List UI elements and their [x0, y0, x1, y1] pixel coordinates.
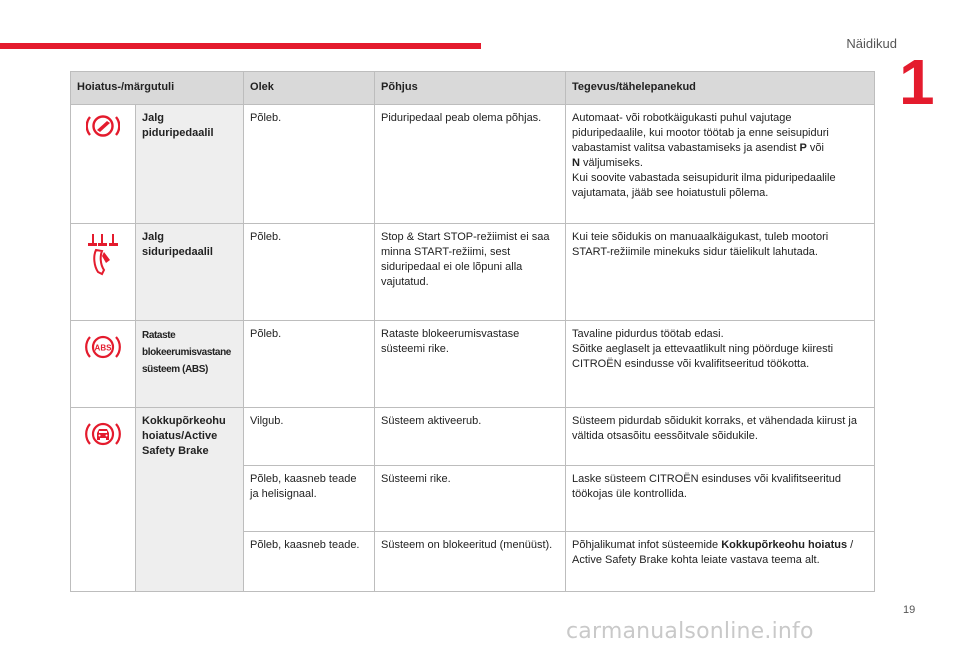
action-cell: [566, 105, 875, 224]
abs-icon-text: ABS: [94, 343, 112, 353]
action-text: Automaat- või robotkäigukasti puhul vajutage piduripedaalile, kui mootor töötab ja enne seisupiduri vabastamist valitsa vabastamiseks ja asendist: [572, 112, 829, 154]
chapter-number: 1: [899, 46, 935, 118]
top-red-bar: [0, 43, 481, 49]
action-text: või: [806, 142, 824, 154]
action-cell: [566, 321, 875, 408]
cause-cell: Piduripedaal peab olema põhjas.: [375, 105, 566, 224]
page-number: 19: [903, 604, 916, 616]
warning-lights-table: [70, 71, 875, 592]
table-row: [71, 224, 875, 321]
action-text: / Active Safety Brake kohta leiate vastava teema alt.: [572, 539, 854, 566]
indicator-icon-cell: [71, 321, 136, 408]
indicator-label: Kokkupõrkeohu hoiatus/Active Safety Brake: [136, 408, 244, 592]
indicator-icon-cell: [71, 408, 136, 592]
column-header-indicator: Hoiatus-/märgutuli: [71, 72, 244, 105]
abs-icon: [85, 343, 121, 364]
cause-cell: Süsteem on blokeeritud (menüüst).: [375, 532, 566, 592]
cause-cell: Stop & Start STOP-režiimist ei saa minna START-režiimi, sest siduripedaal ei ole lõpuni alla vajutatud.: [375, 224, 566, 321]
table-row: [71, 105, 875, 224]
cause-cell: Süsteemi rike.: [375, 466, 566, 532]
collision-warning-icon: [85, 439, 121, 451]
state-cell: Põleb.: [244, 224, 375, 321]
state-cell: Põleb, kaasneb teade.: [244, 532, 375, 592]
state-cell: Vilgub.: [244, 408, 375, 466]
action-text: Tavaline pidurdus töötab edasi.: [572, 328, 724, 340]
column-header-state: Olek: [244, 72, 375, 105]
action-cell: Süsteem pidurdab sõidukit korraks, et vähendada kiirust ja vältida otsasõitu eessõitvale sõidukile.: [566, 408, 875, 466]
cause-cell: Rataste blokeerumisvastase süsteemi rike.: [375, 321, 566, 408]
indicator-icon-cell: [71, 105, 136, 224]
state-cell: Põleb.: [244, 321, 375, 408]
watermark: carmanualsonline.info: [566, 619, 814, 644]
gear-n-text: N: [572, 157, 580, 169]
indicator-icon-cell: [71, 224, 136, 321]
action-text: Kui soovite vabastada seisupidurit ilma piduripedaalile vajutamata, jääb see hoiatustuli põlema.: [572, 172, 836, 199]
action-cell: [566, 532, 875, 592]
action-cell: Kui teie sõidukis on manuaalkäigukast, tuleb mootori START-režiimile minekuks sidur täielikult lahutada.: [566, 224, 875, 321]
action-text: väljumiseks.: [579, 157, 643, 169]
cause-cell: Süsteem aktiveerub.: [375, 408, 566, 466]
table-row: [71, 321, 875, 408]
foot-on-clutch-icon: [86, 267, 120, 279]
gear-p-text: P: [799, 142, 807, 154]
foot-on-brake-icon: [86, 130, 120, 142]
column-header-action: Tegevus/tähelepanekud: [566, 72, 875, 105]
indicator-label: Rataste blokeerumisvastane süsteem (ABS): [136, 321, 244, 408]
indicator-label: Jalg siduripedaalil: [136, 224, 244, 321]
table-row: [71, 408, 875, 466]
state-cell: Põleb, kaasneb teade ja helisignaal.: [244, 466, 375, 532]
indicator-label: Jalg piduripedaalil: [136, 105, 244, 224]
state-cell: Põleb.: [244, 105, 375, 224]
action-bold-text: Kokkupõrkeohu hoiatus: [721, 539, 848, 551]
action-text: Sõitke aeglaselt ja ettevaatlikult ning pöörduge kiiresti CITROËN esindusse või kvalifitseeritud töökotta.: [572, 343, 834, 370]
table-header-row: [71, 72, 875, 105]
column-header-cause: Põhjus: [375, 72, 566, 105]
section-title: Näidikud: [846, 36, 897, 51]
action-text: Põhjalikumat infot süsteemide: [572, 539, 722, 551]
action-cell: Laske süsteem CITROËN esinduses või kvalifitseeritud töökojas üle kontrollida.: [566, 466, 875, 532]
